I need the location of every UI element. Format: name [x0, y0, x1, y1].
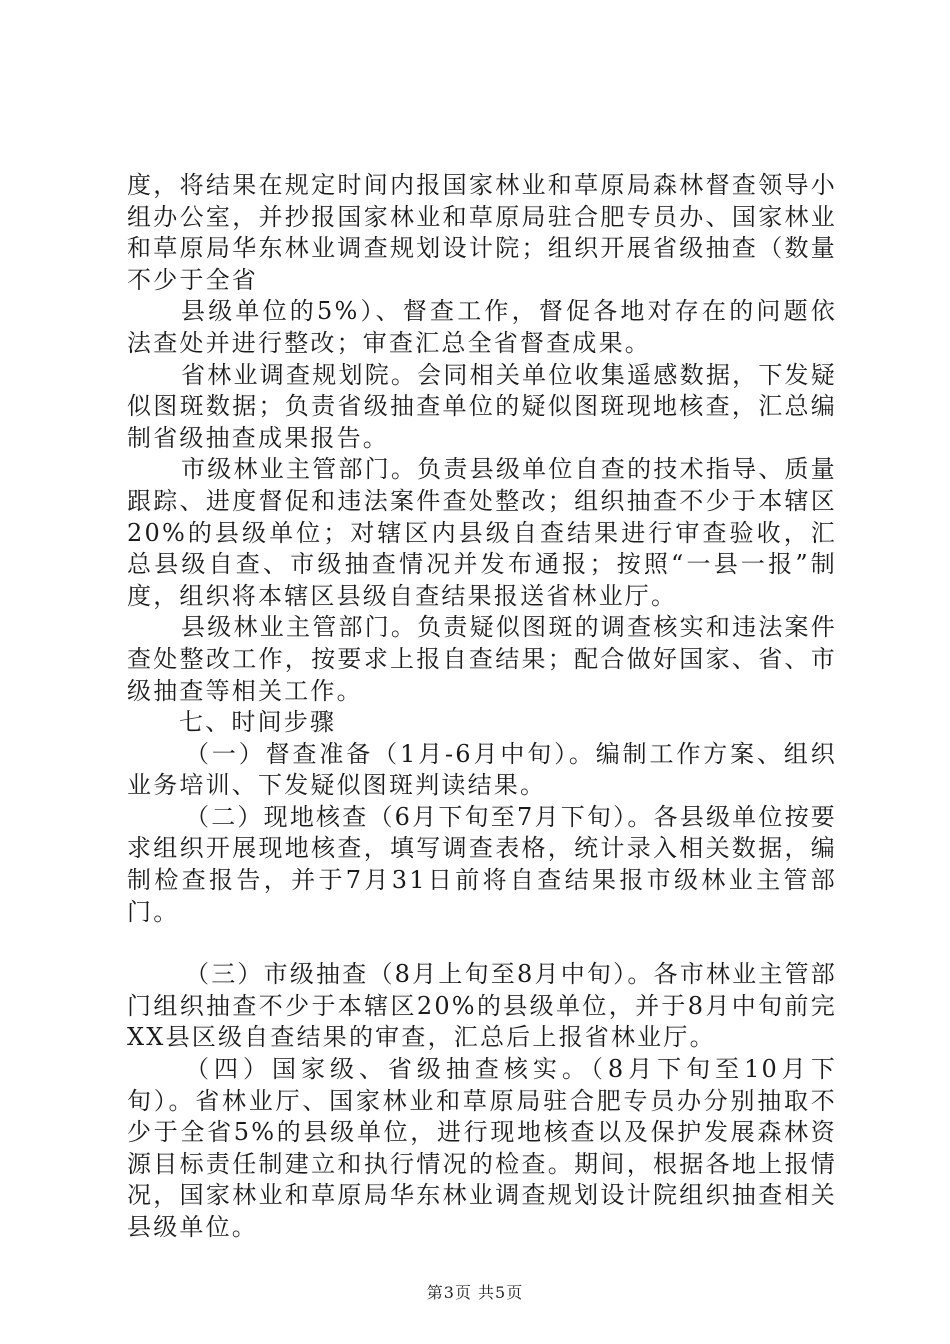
paragraph-county-sampling: 县级单位的5%）、督查工作，督促各地对存在的问题依法查处并进行整改；审查汇总全省督查成果。: [127, 297, 837, 357]
paragraph-provincial-institute: 省林业调查规划院。会同相关单位收集遥感数据，下发疑似图斑数据；负责省级抽查单位的疑似图斑现地核查，汇总编制省级抽查成果报告。: [127, 360, 837, 452]
paragraph-city-authority: 市级林业主管部门。负责县级单位自查的技术指导、质量跟踪、进度督促和违法案件查处整改；组织抽查不少于本辖区20%的县级单位；对辖区内县级自查结果进行审查验收，汇总县级自查、市级抽查情况并发布通报；按照“一县一报”制度，组织将本辖区县级自查结果报送省林业厅。: [127, 455, 837, 610]
page-footer: 第3页 共5页: [426, 1283, 524, 1302]
step-3-city-sampling: （三）市级抽查（8月上旬至8月中旬）。各市林业主管部门组织抽查不少于本辖区20%的县级单位，并于8月中旬前完XX县区级自查结果的审查，汇总后上报省林业厅。: [127, 960, 837, 1052]
section-heading-time-steps: 七、时间步骤: [179, 708, 337, 737]
paragraph-continuation: 度，将结果在规定时间内报国家林业和草原局森林督查领导小组办公室，并抄报国家林业和草原局驻合肥专员办、国家林业和草原局华东林业调查规划设计院；组织开展省级抽查（数量不少于全省: [127, 171, 837, 294]
step-1-preparation: （一）督查准备（1月-6月中旬）。编制工作方案、组织业务培训、下发疑似图斑判读结果。: [127, 739, 837, 800]
paragraph-county-authority: 县级林业主管部门。负责疑似图斑的调查核实和违法案件查处整改工作，按要求上报自查结果；配合做好国家、省、市级抽查等相关工作。: [127, 613, 837, 705]
document-body: [127, 170, 837, 1244]
step-4-national-provincial-check: （四）国家级、省级抽查核实。（8月下旬至10月下旬）。省林业厅、国家林业和草原局驻合肥专员办分别抽取不少于全省5%的县级单位，进行现地核查以及保护发展森林资源目标责任制建立和执行情况的检查。期间，根据各地上报情况，国家林业和草原局华东林业调查规划设计院组织抽查相关县级单位。: [127, 1055, 837, 1241]
step-2-field-check: （二）现地核查（6月下旬至7月下旬）。各县级单位按要求组织开展现地核查，填写调查表格，统计录入相关数据，编制检查报告，并于7月31日前将自查结果报市级林业主管部门。: [127, 802, 837, 926]
